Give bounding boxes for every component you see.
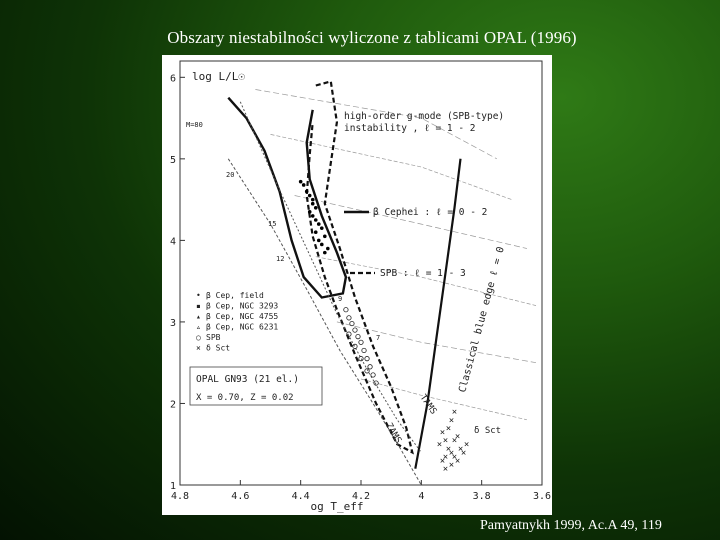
- legend-gmode-line1: high-order g-mode (SPB-type): [344, 111, 505, 122]
- beta-cep-point: [323, 235, 327, 239]
- spb-point: [371, 373, 375, 377]
- spb-point: [365, 356, 369, 360]
- y-tick-label: 2: [169, 399, 176, 411]
- legend-beta-cephei: β Cephei : ℓ = 0 - 2: [373, 207, 488, 218]
- legend-marker: ×: [196, 343, 201, 353]
- model-composition-label: X = 0.70, Z = 0.02: [196, 393, 294, 403]
- reference-track: [295, 196, 527, 249]
- annotation-tams: TAMS: [417, 392, 439, 417]
- annotation-mass-9: 9: [338, 295, 343, 303]
- beta-cep-point: [308, 210, 312, 214]
- annotation-delta-sct: δ Sct: [474, 426, 502, 436]
- spb-point: [359, 340, 363, 344]
- beta-cep-point: [311, 198, 315, 202]
- spb-point: [344, 307, 348, 311]
- legend-gmode-line2: instability , ℓ = 1 - 2: [344, 123, 476, 134]
- spb-point: [368, 365, 372, 369]
- delta-sct-point: ×: [454, 456, 461, 467]
- x-tick-label: 3.8: [472, 491, 491, 502]
- annotation-mass-7: 7: [376, 334, 381, 342]
- beta-cep-point: [314, 206, 318, 210]
- annotation-mass-20: 20: [226, 171, 235, 179]
- spb-point: [353, 344, 357, 348]
- series-line-spb-1-3: [307, 81, 413, 452]
- annotation-zams: ZAMS: [383, 421, 403, 446]
- legend-point-label: β Cep, NGC 4755: [206, 312, 279, 321]
- legend-point-label: β Cep, NGC 6231: [206, 322, 279, 332]
- beta-cep-point: [299, 180, 303, 184]
- delta-sct-point: ×: [448, 448, 455, 459]
- beta-cep-point: [311, 202, 315, 206]
- beta-cep-point: [314, 230, 318, 234]
- legend-spb: SPB : ℓ = 1 - 3: [380, 268, 466, 279]
- y-tick-label: 6: [169, 73, 176, 85]
- annotation-mass-12: 12: [276, 255, 285, 263]
- beta-cep-point: [305, 190, 309, 194]
- legend-point-label: SPB: [206, 333, 221, 342]
- reference-track: [361, 379, 527, 420]
- x-tick-label: 3.6: [532, 491, 552, 502]
- spb-point: [362, 348, 366, 352]
- y-tick-label: 1: [169, 481, 176, 492]
- slide-title: Obszary niestabilności wyliczone z tablicami OPAL (1996): [167, 28, 577, 47]
- legend-marker: •: [196, 291, 201, 300]
- spb-point: [353, 328, 357, 332]
- model-opal-label: OPAL GN93 (21 el.): [196, 374, 299, 385]
- legend-marker: ▴: [196, 312, 201, 321]
- delta-sct-point: ×: [445, 423, 452, 434]
- delta-sct-point: ×: [436, 440, 443, 451]
- x-axis-label: og T_eff: [310, 500, 364, 513]
- x-tick-label: 4: [418, 491, 425, 502]
- spb-point: [359, 356, 363, 360]
- delta-sct-point: ×: [439, 456, 446, 467]
- delta-sct-point: ×: [442, 464, 449, 475]
- delta-sct-point: ×: [451, 452, 458, 463]
- spb-point: [356, 334, 360, 338]
- beta-cep-point: [308, 194, 312, 198]
- delta-sct-point: ×: [442, 436, 449, 447]
- y-tick-label: 5: [169, 154, 176, 166]
- delta-sct-point: ×: [460, 448, 467, 459]
- citation: Pamyatnykh 1999, Ac.A 49, 119: [480, 518, 662, 533]
- delta-sct-point: ×: [439, 428, 446, 438]
- beta-cep-point: [317, 222, 321, 226]
- beta-cep-point: [320, 226, 324, 230]
- legend-marker: ○: [196, 333, 201, 342]
- y-axis-label: log L/L☉: [192, 70, 245, 83]
- legend-marker: ▵: [196, 322, 201, 332]
- spb-point: [350, 321, 354, 325]
- beta-cep-point: [326, 247, 330, 251]
- legend-point-label: β Cep, field: [206, 291, 264, 300]
- delta-sct-point: ×: [451, 407, 458, 418]
- x-tick-label: 4.8: [170, 491, 190, 502]
- delta-sct-point: ×: [442, 452, 449, 463]
- beta-cep-point: [314, 218, 318, 222]
- beta-cep-point: [320, 243, 324, 247]
- delta-sct-point: ×: [448, 415, 455, 426]
- x-tick-label: 4.4: [291, 491, 310, 502]
- delta-sct-point: ×: [454, 432, 461, 443]
- delta-sct-point: ×: [457, 444, 464, 455]
- annotation-mass-15: 15: [268, 220, 277, 228]
- x-tick-label: 4.2: [351, 491, 371, 502]
- beta-cep-point: [302, 183, 306, 187]
- spb-point: [347, 316, 351, 320]
- annotation-classical-blue-edge: Classical blue edge ℓ = 0: [457, 245, 507, 394]
- hr-diagram-figure: [162, 55, 552, 515]
- beta-cep-point: [311, 214, 315, 218]
- hr-diagram-chart: [162, 55, 552, 515]
- legend-point-label: δ Sct: [206, 343, 231, 353]
- y-tick-label: 3: [169, 317, 176, 329]
- beta-cep-point: [317, 239, 321, 243]
- delta-sct-point: ×: [463, 440, 470, 451]
- beta-cep-point: [323, 251, 327, 255]
- y-tick-label: 4: [169, 236, 176, 248]
- delta-sct-point: ×: [451, 436, 458, 447]
- legend-point-label: β Cep, NGC 3293: [206, 301, 279, 311]
- x-tick-label: 4.6: [231, 491, 250, 502]
- series-line-cephei-0-2: [228, 98, 346, 298]
- legend-marker: ▪: [196, 301, 201, 311]
- delta-sct-point: ×: [445, 444, 452, 455]
- annotation-mass-80: M=80: [186, 121, 203, 129]
- delta-sct-point: ×: [448, 460, 455, 471]
